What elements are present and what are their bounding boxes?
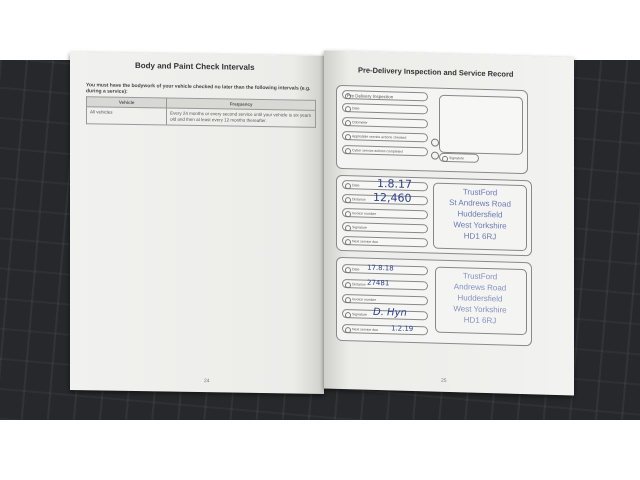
stamp-line: HD1 6RJ [463,231,497,242]
service-record-box-2 [336,257,532,346]
handwritten-distance: 12,460 [373,190,412,205]
handwritten-distance: 27481 [367,278,390,288]
bottom-background [0,420,640,480]
column-header-vehicle: Vehicle [87,97,167,108]
stamp-line: West Yorkshire [453,304,507,315]
service2-field-distance: Distance [342,279,428,290]
vehicle-cell: All vehicles [87,107,167,125]
checkbox-icon [431,151,439,159]
stamp-line: St Andrews Road [449,198,511,209]
service2-field-next-due: Next service due [342,324,428,335]
stamp-area [435,267,527,336]
stamp-line: Huddersfield [457,209,503,220]
stamp-line: Huddersfield [457,293,503,304]
right-page-title: Pre-Delivery Inspection and Service Record [358,65,514,79]
dealer-stamp [440,186,520,243]
left-page-title: Body and Paint Check Intervals [135,61,255,72]
stamp-line: Andrews Road [453,282,507,293]
service1-field-invoice: Invoice number [342,208,428,219]
handwritten-signature: D. Hyn [373,306,407,319]
stamp-line: TrustFord [462,187,498,198]
service1-field-date: Date [342,180,428,191]
dealer-stamp [440,270,520,327]
checkbox-icon [431,138,439,146]
handwritten-next-due: 1.2.19 [391,324,414,334]
pdi-signature-field: Signature [439,153,479,163]
service-booklet [70,54,570,392]
stamp-area [433,183,527,252]
handwritten-date: 17.8.18 [367,263,394,273]
pdi-box [336,85,528,174]
stamp-line: TrustFord [462,271,498,282]
pdi-field-date: Date [342,103,428,114]
top-background [0,0,640,60]
intervals-intro-text: You must have the bodywork of your vehicle checked no later than the following intervals (e.g. during a service): [86,82,311,95]
pdi-field-odometer: Odometer [342,117,428,128]
service1-field-next-due: Next service due [342,236,428,247]
left-page [70,52,324,394]
pdi-field-actions-completed: Cyber service actions completed [342,145,428,156]
service2-field-date: Date [342,264,428,275]
right-page [324,51,574,396]
page-number-right: 25 [441,377,447,384]
table-row [87,107,316,128]
intervals-table [86,96,316,128]
pdi-field-actions-checked: Applicable service actions checked [342,131,428,142]
frequency-cell: Every 24 months or every second service until your vehicle is six years old and then at least every 12 months thereafter. [167,108,316,127]
handwritten-date: 1.8.17 [377,176,412,191]
page-number-left: 24 [204,378,210,385]
service1-field-signature: Signature [342,222,428,233]
service2-field-signature: Signature [342,309,428,320]
stamp-line: HD1 6RJ [463,315,497,326]
service1-field-distance: Distance [342,194,428,205]
column-header-frequency: Frequency [167,98,316,110]
stamp-line: West Yorkshire [453,220,507,231]
service2-field-invoice: Invoice number [342,294,428,305]
pdi-stamp-area [439,95,523,155]
service-record-box-1 [336,175,532,256]
pdi-heading: Pre Delivery Inspection [342,90,428,101]
